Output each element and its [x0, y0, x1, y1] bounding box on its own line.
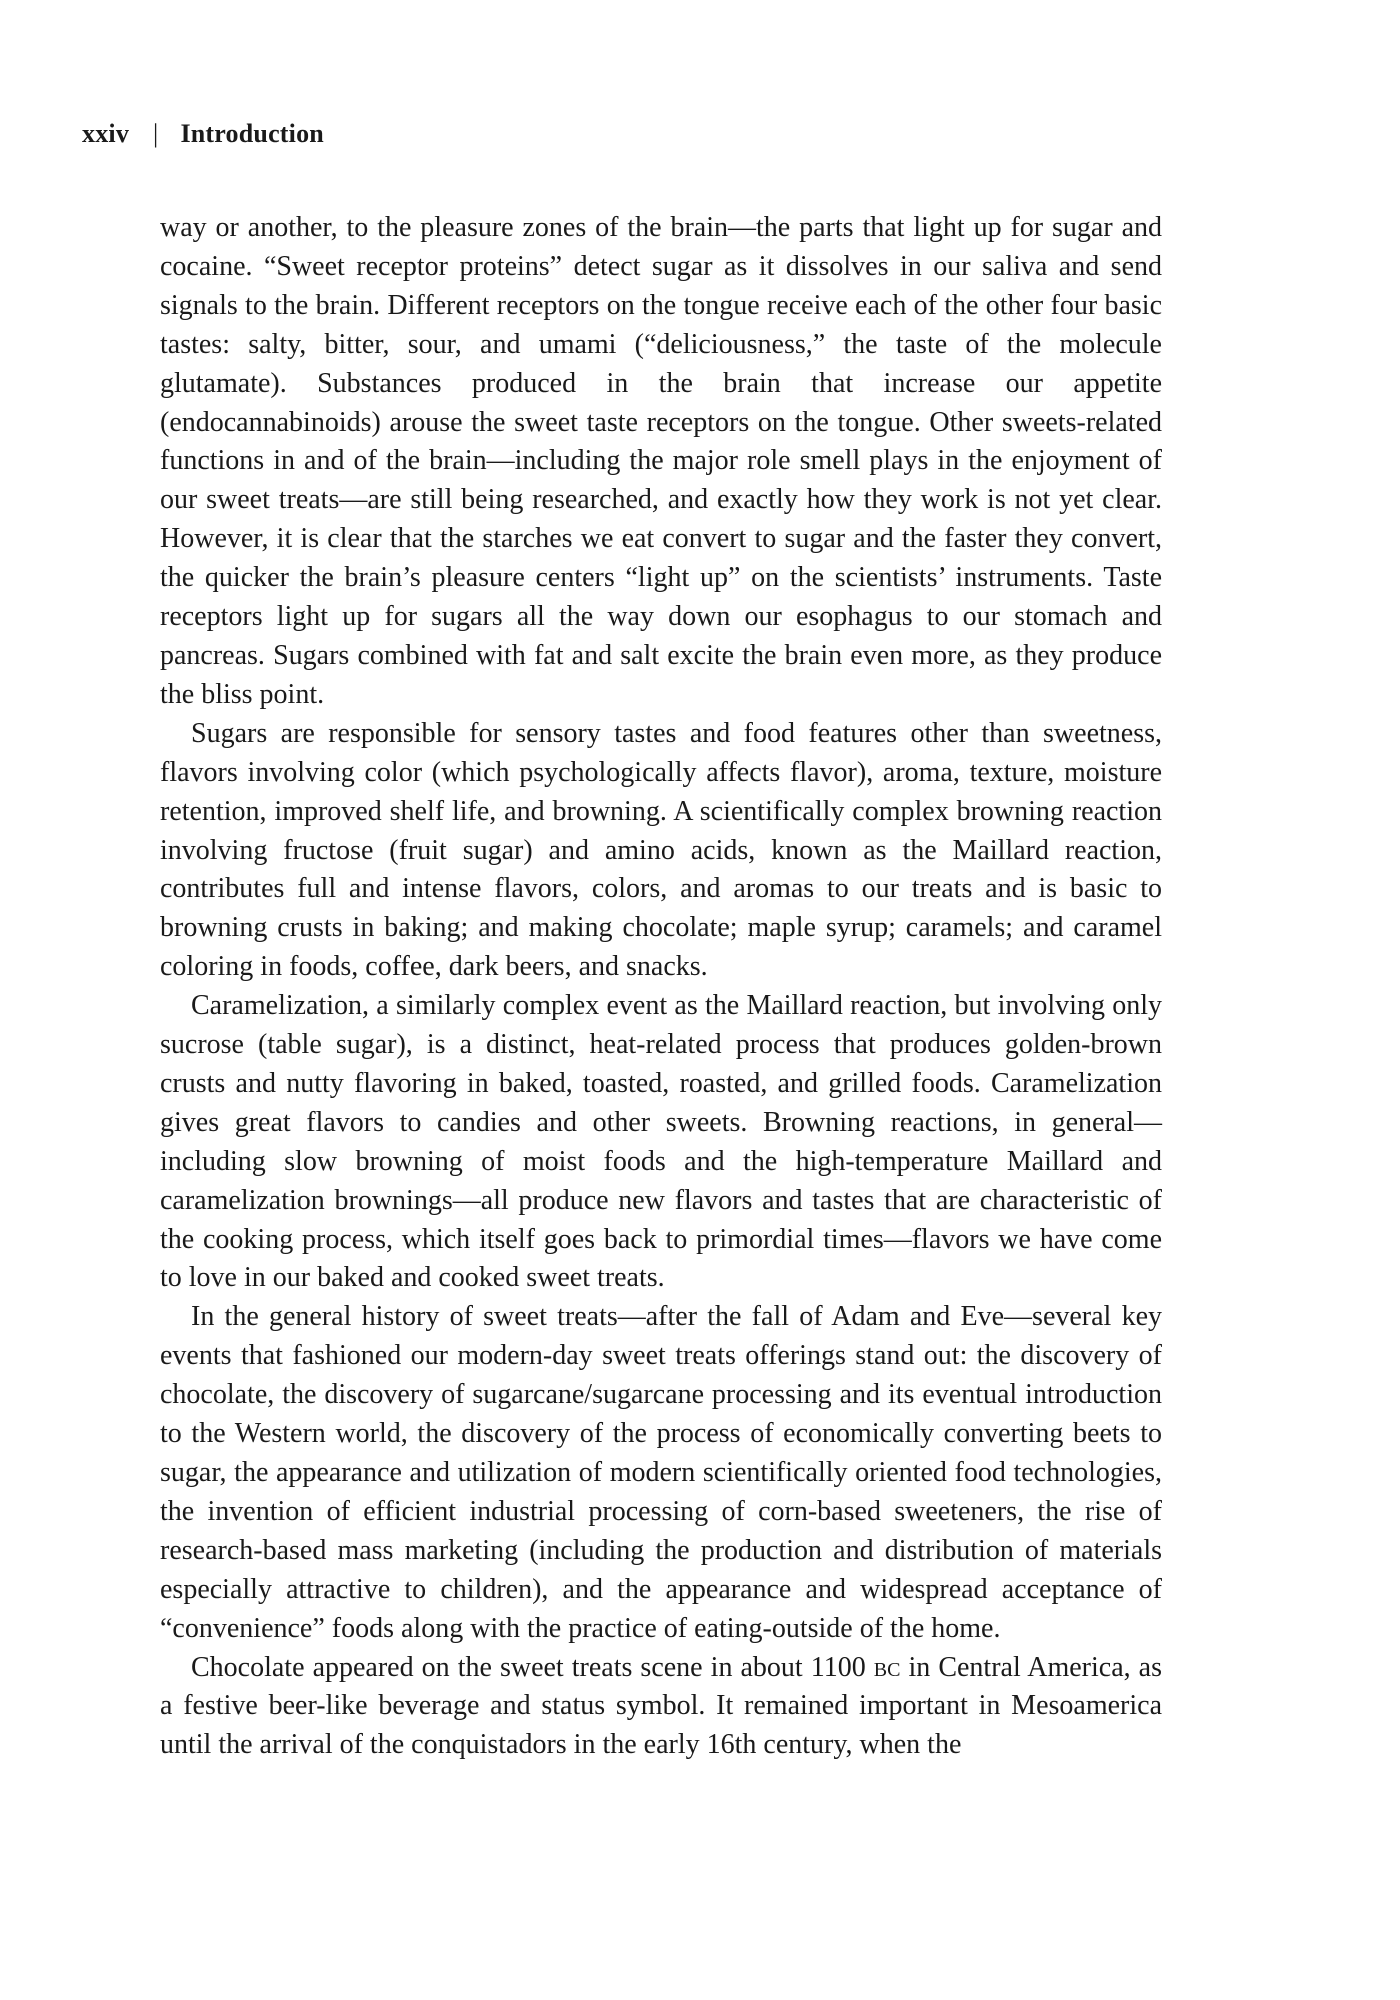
- paragraph: [160, 1649, 1162, 1766]
- section-title: Introduction: [180, 119, 324, 148]
- page-number: xxiv: [82, 119, 130, 148]
- running-head: [82, 118, 324, 150]
- body-text: [160, 209, 1162, 1765]
- paragraph-text: in Central America, as a festive beer-like beverage and status symbol. It remained important in Mesoamerica until the arrival of the conquistadors in the early 16th century, when the: [160, 1651, 1163, 1761]
- paragraph: way or another, to the pleasure zones of the brain—the parts that light up for sugar and cocaine. “Sweet receptor proteins” detect sugar as it dissolves in our saliva and send signals to the brain. Different receptors on the tongue receive each of the other four basic tastes: salty, bitter, sour, and umami (“deliciousness,” the taste of the molecule glutamate). Substances produced in the brain that increase our appetite (endocannabinoids) arouse the sweet taste receptors on the tongue. Other sweets-related functions in and of the brain—including the major role smell plays in the enjoyment of our sweet treats—are still being researched, and exactly how they work is not yet clear. However, it is clear that the starches we eat convert to sugar and the faster they convert, the quicker the brain’s pleasure centers “light up” on the scientists’ instruments. Taste receptors light up for sugars all the way down our esophagus to our stomach and pancreas. Sugars combined with fat and salt excite the brain even more, as they produce the bliss point.: [160, 212, 1162, 710]
- paragraph: Caramelization, a similarly complex event as the Maillard reaction, but involving only sucrose (table sugar), is a distinct, heat-related process that produces golden-brown crusts and nutty flavoring in baked, toasted, roasted, and grilled foods. Caramelization gives great flavors to candies and other sweets. Browning reactions, in general—including slow browning of moist foods and the high-temperature Maillard and caramelization brownings—all produce new flavors and tastes that are characteristic of the cooking process, which itself goes back to primordial times—flavors we have come to love in our baked and cooked sweet treats.: [160, 990, 1162, 1294]
- era-abbreviation: bc: [873, 1651, 901, 1683]
- paragraph: Sugars are responsible for sensory tastes and food features other than sweetness, flavors involving color (which psychologically affects flavor), aroma, texture, moisture retention, improved shelf life, and browning. A scientifically complex browning reaction involving fructose (fruit sugar) and amino acids, known as the Maillard reaction, contributes full and intense flavors, colors, and aromas to our treats and is basic to browning crusts in baking; and making chocolate; maple syrup; caramels; and caramel coloring in foods, coffee, dark beers, and snacks.: [160, 717, 1162, 983]
- header-separator: |: [153, 119, 159, 148]
- paragraph: In the general history of sweet treats—after the fall of Adam and Eve—several key events that fashioned our modern-day sweet treats offerings stand out: the discovery of chocolate, the discovery of sugarcane/sugarcane processing and its eventual introduction to the Western world, the discovery of the process of economically converting beets to sugar, the appearance and utilization of modern scientifically oriented food technologies, the invention of efficient industrial processing of corn-based sweeteners, the rise of research-based mass marketing (including the production and distribution of materials especially attractive to children), and the appearance and widespread acceptance of “convenience” foods along with the practice of eating-outside of the home.: [160, 1301, 1162, 1644]
- paragraph-text: Chocolate appeared on the sweet treats scene in about 1100: [191, 1651, 874, 1683]
